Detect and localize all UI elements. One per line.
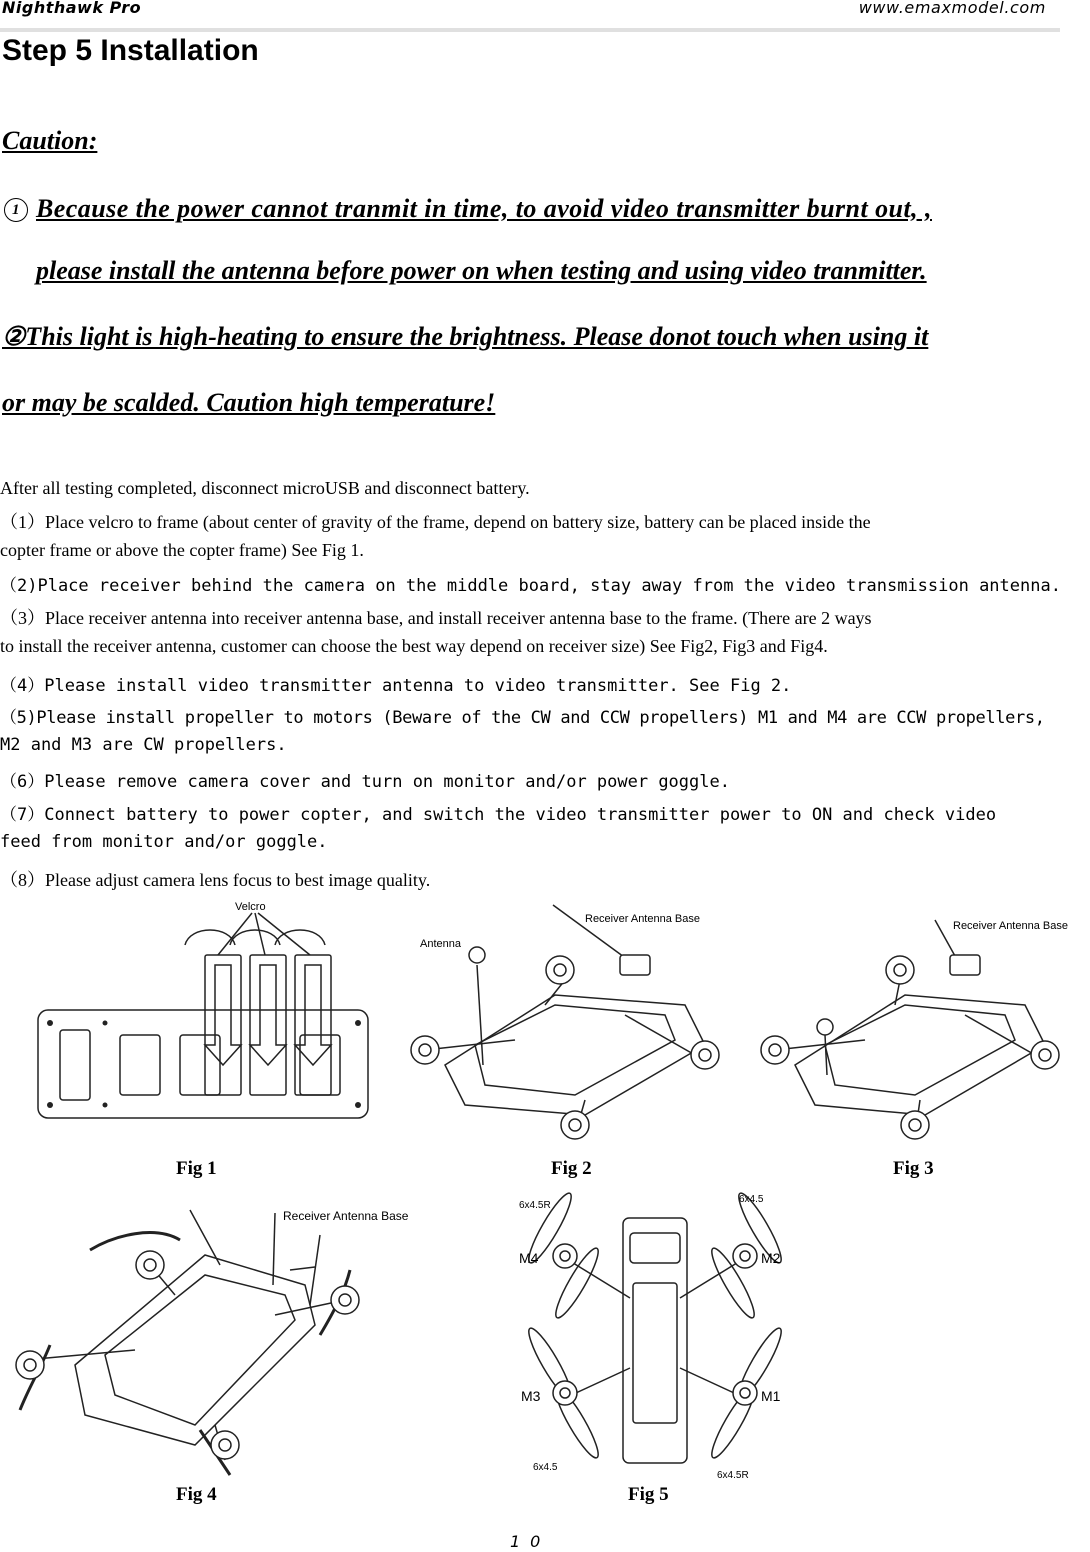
- caution-item-1-line-2: please install the antenna before power on when testing and using video tranmitter.: [36, 256, 927, 285]
- fig2-label-antenna: Antenna: [420, 938, 461, 950]
- page-number: 10: [510, 1532, 551, 1551]
- intro-text: After all testing completed, disconnect microUSB and disconnect battery.: [0, 478, 530, 498]
- step-7-line-2: feed from monitor and/or goggle.: [0, 832, 328, 852]
- fig3-label-receiver-base: Receiver Antenna Base: [953, 920, 1068, 932]
- figure-2-antenna-diagram: [405, 895, 735, 1145]
- fig5-label-prop-top-right: 6x4.5: [739, 1194, 764, 1205]
- fig1-label-velcro: Velcro: [235, 901, 266, 913]
- fig1-caption: Fig 1: [176, 1158, 217, 1179]
- step-3-line-2: to install the receiver antenna, customer can choose the best way depend on receiver size) See Fig2, Fig3 and Fig4.: [0, 636, 828, 656]
- fig4-caption: Fig 4: [176, 1484, 217, 1505]
- step-1-line-1: （1）Place velcro to frame (about center of gravity of the frame, depend on battery size, battery can be placed inside the: [0, 512, 871, 532]
- fig5-label-prop-top-left: 6x4.5R: [519, 1200, 551, 1211]
- caution-item-1-line-1: 1 Because the power cannot tranmit in time, to avoid video transmitter burnt out, ,: [4, 194, 932, 224]
- fig2-label-receiver-base: Receiver Antenna Base: [585, 913, 700, 925]
- step-7-line-1: （7）Connect battery to power copter, and switch the video transmitter power to ON and check video: [0, 805, 997, 825]
- page-title: Step 5 Installation: [2, 34, 259, 67]
- step-6: （6）Please remove camera cover and turn on monitor and/or power goggle.: [0, 772, 730, 792]
- step-4: （4）Please install video transmitter antenna to video transmitter. See Fig 2.: [0, 676, 792, 696]
- circled-number-1: 1: [4, 198, 28, 222]
- page-header: [0, 0, 1060, 32]
- step-8: （8）Please adjust camera lens focus to best image quality.: [0, 870, 431, 890]
- figure-3-receiver-base-diagram: [755, 895, 1090, 1145]
- figure-5-propeller-diagram: [505, 1188, 795, 1488]
- fig5-caption: Fig 5: [628, 1484, 669, 1505]
- fig5-label-m1: M1: [761, 1388, 781, 1404]
- fig5-label-prop-bottom-left: 6x4.5: [533, 1462, 558, 1473]
- header-website: www.emaxmodel.com: [858, 0, 1046, 17]
- fig4-label-receiver-base: Receiver Antenna Base: [283, 1209, 409, 1223]
- fig5-label-prop-bottom-right: 6x4.5R: [717, 1470, 749, 1481]
- step-1-line-2: copter frame or above the copter frame) See Fig 1.: [0, 540, 364, 560]
- caution-item-2-line-2: or may be scalded. Caution high temperature!: [2, 388, 496, 417]
- fig2-caption: Fig 2: [551, 1158, 592, 1179]
- step-2: （2)Place receiver behind the camera on the middle board, stay away from the video transmission antenna.: [0, 576, 1061, 596]
- figure-1-velcro-diagram: [30, 895, 380, 1125]
- fig5-label-m3: M3: [521, 1388, 541, 1404]
- fig5-label-m2: M2: [761, 1250, 781, 1266]
- header-product-name: Nighthawk Pro: [2, 0, 142, 17]
- fig5-label-m4: M4: [519, 1250, 539, 1266]
- step-5-line-1: （5)Please install propeller to motors (Beware of the CW and CCW propellers) M1 and M4 are CCW propellers,: [0, 708, 1045, 728]
- caution-heading: Caution:: [2, 126, 98, 155]
- step-5-line-2: M2 and M3 are CW propellers.: [0, 735, 287, 755]
- figure-4-receiver-base-diagram: [5, 1195, 445, 1480]
- fig3-caption: Fig 3: [893, 1158, 934, 1179]
- step-3-line-1: （3）Place receiver antenna into receiver antenna base, and install receiver antenna base to the frame. (There are 2 ways: [0, 608, 872, 628]
- caution-item-2-line-1: ②This light is high-heating to ensure the brightness. Please donot touch when using it: [2, 322, 929, 351]
